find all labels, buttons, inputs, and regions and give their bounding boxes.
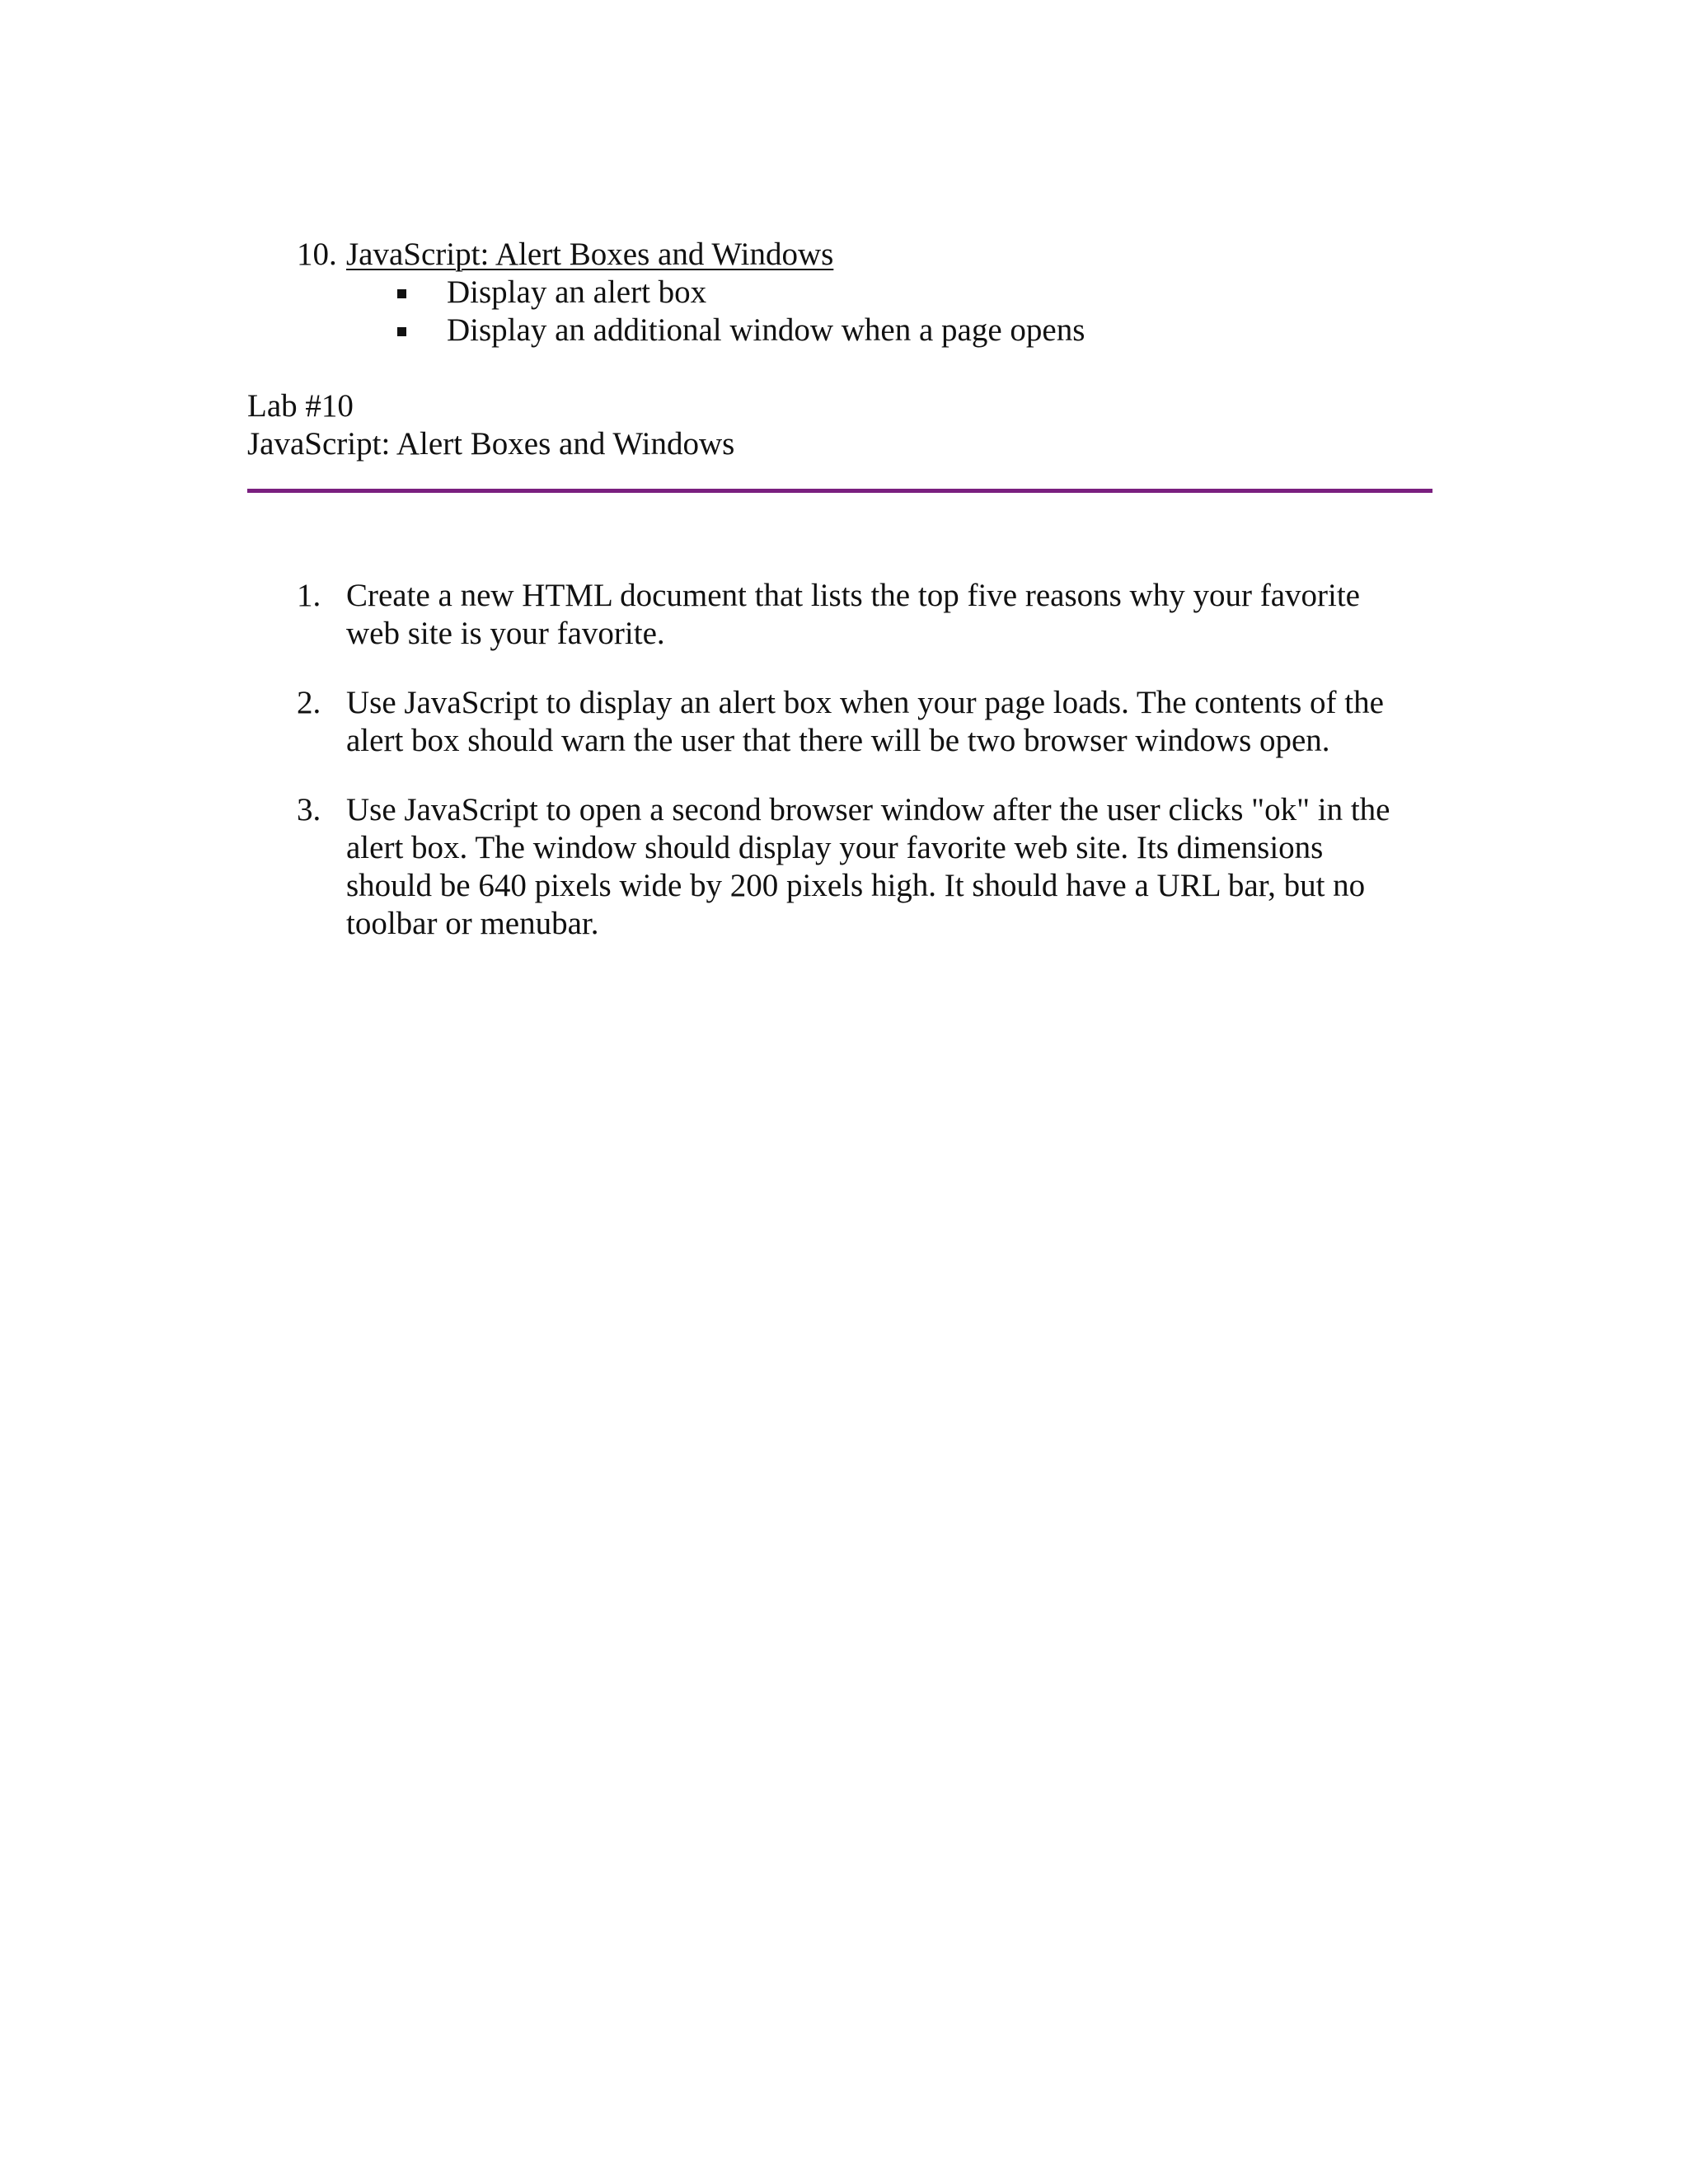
instruction-step-2 bbox=[297, 684, 1451, 760]
lab-title: JavaScript: Alert Boxes and Windows bbox=[247, 426, 735, 462]
step-number: 2. bbox=[297, 685, 321, 720]
square-bullet-icon bbox=[397, 289, 406, 298]
square-bullet-icon bbox=[397, 327, 406, 336]
section-number: 10. bbox=[297, 237, 337, 272]
step-text-line: alert box should warn the user that there will be two browser windows open. bbox=[346, 723, 1330, 758]
instruction-list bbox=[297, 577, 1451, 974]
instruction-step-3 bbox=[297, 791, 1451, 943]
instruction-step-1 bbox=[297, 577, 1451, 653]
bullet-text: Display an additional window when a page opens bbox=[447, 312, 1085, 348]
section-title: JavaScript: Alert Boxes and Windows bbox=[346, 237, 834, 272]
section-bullet-list bbox=[396, 274, 1085, 349]
step-text-line: Use JavaScript to open a second browser window after the user clicks "ok" in the bbox=[346, 792, 1390, 827]
step-text-line: alert box. The window should display your favorite web site. Its dimensions bbox=[346, 830, 1324, 865]
step-number: 3. bbox=[297, 792, 321, 827]
bullet-item bbox=[396, 312, 1085, 349]
step-text-line: web site is your favorite. bbox=[346, 616, 665, 651]
step-text-line: should be 640 pixels wide by 200 pixels high. It should have a URL bar, but no bbox=[346, 868, 1366, 903]
step-text-line: toolbar or menubar. bbox=[346, 906, 599, 941]
step-text-line: Create a new HTML document that lists the top five reasons why your favorite bbox=[346, 578, 1360, 613]
bullet-text: Display an alert box bbox=[447, 274, 707, 310]
lab-label: Lab #10 bbox=[247, 388, 354, 424]
lab-header bbox=[247, 387, 734, 463]
step-number: 1. bbox=[297, 578, 321, 613]
step-text-line: Use JavaScript to display an alert box when your page loads. The contents of the bbox=[346, 685, 1384, 720]
section-divider bbox=[247, 489, 1432, 493]
bullet-item bbox=[396, 274, 1085, 312]
section-heading bbox=[297, 236, 833, 274]
